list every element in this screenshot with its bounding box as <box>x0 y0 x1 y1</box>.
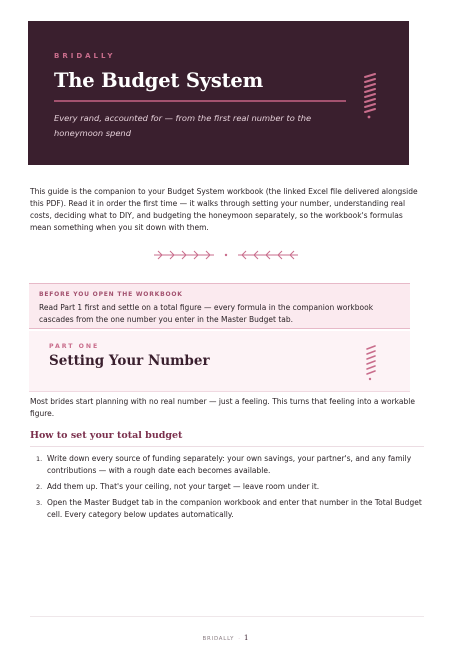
intro-paragraph: This guide is the companion to your Budget System workbook (the linked Excel file delivered alongside this PDF). Read it in order the first time — it walks through setting your number, understanding real costs, deciding what to DIY, and budgeting the honeymoon separately, so the workbook's formulas mean something when you sit down with them. <box>30 187 418 232</box>
list-number: 1. <box>36 455 43 463</box>
list-item-text: Write down every source of funding separately: your own savings, your partner's, and any family contributions — with a rough date each becomes available. <box>47 454 412 475</box>
part-header <box>29 331 410 392</box>
callout-label: BEFORE YOU OPEN THE WORKBOOK <box>39 291 183 298</box>
part-label: PART ONE <box>49 343 100 350</box>
section-rule <box>30 446 424 447</box>
list-item <box>36 453 424 477</box>
callout-text: Read Part 1 first and settle on a total figure — every formula in the companion workbook cascades from the one number you enter in the Master Budget tab. <box>39 303 374 324</box>
arrow-divider-icon <box>152 249 300 261</box>
list-item-text: Add them up. That's your ceiling, not your target — leave room under it. <box>47 482 320 491</box>
list-item <box>36 481 424 493</box>
title-rule <box>54 100 346 102</box>
brand-label: BRIDALLY <box>54 52 116 60</box>
list-number: 3. <box>36 499 43 507</box>
lead-paragraph: Most brides start planning with no real number — just a feeling. This turns that feeling into a workable figure. <box>30 397 415 418</box>
part-title: Setting Your Number <box>49 353 210 369</box>
steps-list <box>36 453 424 525</box>
page-number: 1 <box>244 634 249 642</box>
list-item-text: Open the Master Budget tab in the companion workbook and enter that number in the Total Budget cell. Every category below updates automatically. <box>47 498 422 519</box>
callout-box <box>29 283 410 329</box>
footer-separator: · <box>238 636 240 642</box>
cover-banner <box>28 21 409 165</box>
ribbon-mark-icon <box>363 73 377 119</box>
cover-subtitle: Every rand, accounted for — from the first real number to the honeymoon spend <box>54 113 312 138</box>
footer-rule <box>30 616 424 617</box>
ribbon-mark-icon <box>365 345 377 381</box>
page-title: The Budget System <box>54 69 264 92</box>
list-item <box>36 497 424 521</box>
section-heading: How to set your total budget <box>30 430 183 441</box>
page-footer <box>0 625 451 644</box>
list-number: 2. <box>36 483 43 491</box>
footer-brand: BRIDALLY <box>202 636 235 642</box>
